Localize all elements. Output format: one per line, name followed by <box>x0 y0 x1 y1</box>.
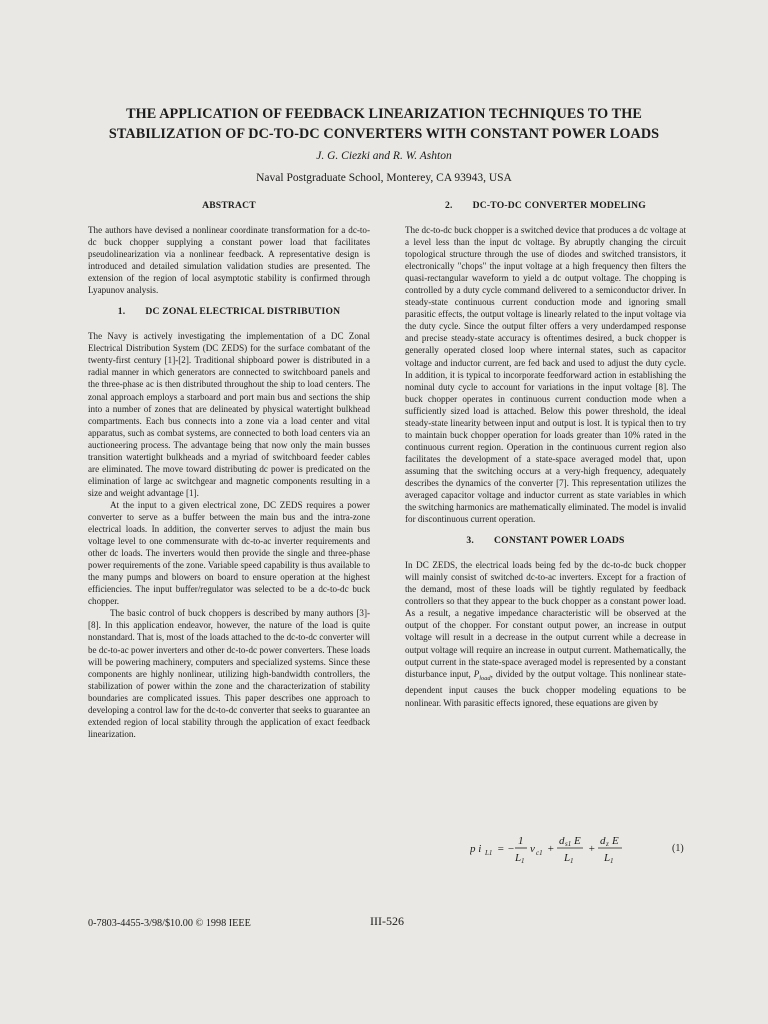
page-number: III-526 <box>370 914 404 928</box>
equation-number: (1) <box>672 843 684 854</box>
section-2-title: DC-TO-DC CONVERTER MODELING <box>472 200 646 211</box>
abstract-text: The authors have devised a nonlinear coordinate transformation for a dc-to-dc buck chopper supplying a constant power load that facilitates pseudolinearization via a nonlinear feedback. A representative design is introduced and detailed simulation validation studies are presented. The extension of the region of local asymptotic stability is confirmed through Lyapunov analysis. <box>88 225 370 296</box>
section-3-number: 3. <box>466 535 475 547</box>
svg-text:1: 1 <box>570 857 574 865</box>
paragraph: The basic control of buck choppers is described by many authors [3]-[8]. In this application endeavor, however, the nature of the load is quite nonstandard. That is, most of the loads attached to the dc-to-dc converter will be dc-to-ac power inverters and other dc-to-dc power converters. These loads will be powering machinery, computers and specialized systems. Since these components are highly nonlinear, utilizing high-bandwidth controllers, the stabilization of power within the zone and the characterization of stability boundaries are complicated issues. This paper describes one approach to developing a control law for the dc-to-dc converter that seeks to guarantee an extended region of local stability through the application of exact feedback linearization. <box>88 608 370 739</box>
svg-text:p i: p i <box>470 843 482 855</box>
paragraph: The dc-to-dc buck chopper is a switched device that produces a dc voltage at a level less than the input dc voltage. By abruptly changing the circuit topological structure through the use of diodes and switched transistors, it electronically "chops" the input voltage at a high frequency then filters the quasi-rectangular waveform to yield a dc output voltage. The chopping is controlled by a duty cycle command delivered to a semiconductor driver. In steady-state continuous current conduction mode and ignoring small parasitic effects, the output voltage is linearly related to the input voltage via the duty cycle. Since the output filter offers a very underdamped response and precise steady-state accuracy is oftentimes desired, a buck chopper is generally operated closed loop where internal states, such as capacitor voltage and inductor current, are fed back and used to adjust the duty cycle. In addition, it is typical to incorporate feedforward action in establishing the nominal duty cycle to account for variations in the input voltage [8]. The buck chopper operates in continuous current conduction mode when a sufficiently sized load is attached. Below this power threshold, the ideal steady-state linearity between input and output is lost. It is typical then to try to maintain buck chopper operation for loads greater than 10% rated in the continuous current region. Operation in the continuous current region also facilitates the development of a state-space averaged model that, upon assuming that the switching occurs at a very-high frequency, adequately describes the dynamics of the converter [7]. This representation utilizes the averaged capacitor voltage and inductor current as state variables in which the switching harmonics are mathematically eliminated. The model is invalid for discontinuous current operation. <box>405 225 686 525</box>
authors: J. G. Ciezki and R. W. Ashton <box>316 150 452 162</box>
abstract-heading: ABSTRACT <box>202 200 256 211</box>
section-2-number: 2. <box>445 200 453 211</box>
svg-text:E: E <box>574 835 581 847</box>
paragraph: The Navy is actively investigating the implementation of a DC Zonal Electrical Distribution System (DC ZEDS) for the surface combatant of the twenty-first century [1]-[2]. Traditional shipboard power is distributed in a radial manner in which generators are connected to switchboard panels and the three-phase ac is then distributed throughout the ship to load centers. The zonal approach employs a starboard and port main bus and sections the ship into a number of zones that are delineated by physical watertight bulkhead compartments. Each bus connects into a zone via a load center and vital apparatus, such as combat systems, are connected to both load centers via an auctioneering process. The advantage being that now only the main busses transition watertight bulkheads and a myriad of switchboard feeder cables are eliminated. The move toward distributing dc power is predicated on the elimination of large ac switchgear and magnetic components resulting in a size and weight advantage [1]. <box>88 331 370 498</box>
paper-title <box>60 104 708 144</box>
section-1-heading <box>88 306 370 318</box>
section-3-heading <box>405 535 686 547</box>
paragraph: In DC ZEDS, the electrical loads being fed by the dc-to-dc buck chopper will mainly consist of switched dc-to-ac inverters. Except for a fraction of the demand, most of these loads will be tightly regulated by feedback controllers so that they appear to the buck chopper as a constant power load. As a result, a negative impedance characteristic will be observed at the output of the chopper. For constant output power, an increase in output voltage will result in a decrease in the output current while a decrease in output voltage will require an increase in output current. Mathematically, the output current in the state-space averaged model is represented by a constant disturbance input, $P_{load}$, divided by the output voltage. This nonlinear state-dependent input causes the buck chopper modeling equations to be nonlinear. With parasitic effects ignored, these equations are given by <box>405 560 686 708</box>
section-2-heading <box>405 200 686 212</box>
section-1-number: 1. <box>117 306 126 318</box>
section-3-title: CONSTANT POWER LOADS <box>494 535 625 547</box>
svg-text:L: L <box>564 852 571 864</box>
svg-text:v: v <box>530 843 535 855</box>
svg-text:s1: s1 <box>565 840 572 848</box>
right-column <box>405 200 686 709</box>
svg-text:= −: = − <box>497 843 515 855</box>
copyright-notice: 0-7803-4455-3/98/$10.00 © 1998 IEEE <box>88 918 251 929</box>
title-line-2: STABILIZATION OF DC-TO-DC CONVERTERS WITH CONSTANT POWER LOADS <box>108 126 660 142</box>
svg-text:1: 1 <box>610 857 614 865</box>
left-column <box>88 200 370 740</box>
svg-text:L: L <box>515 852 522 864</box>
title-line-1: THE APPLICATION OF FEEDBACK LINEARIZATION TECHNIQUES TO THE <box>126 106 642 122</box>
svg-text:E: E <box>612 835 619 847</box>
equation-1 <box>470 832 688 872</box>
svg-text:L1: L1 <box>485 849 493 857</box>
svg-text:d: d <box>559 835 565 847</box>
svg-text:+: + <box>588 843 596 855</box>
svg-text:d: d <box>600 835 606 847</box>
svg-text:L: L <box>604 852 611 864</box>
paragraph: At the input to a given electrical zone, DC ZEDS requires a power converter to serve as a buffer between the main bus and the intra-zone electrical loads. In addition, the converter serves to adjust the main bus voltage level to one commensurate with dc-to-ac inverter requirements and other dc loads. The inverters would then provide the single and three-phase power requirements of the zone. Variable speed capability is thus available to the many pumps and blowers on board to ensure operation at the highest efficiencies. The input buffer/regulator was selected to be a dc-to-dc buck chopper. <box>88 499 370 607</box>
svg-text:+: + <box>547 843 555 855</box>
affiliation: Naval Postgraduate School, Monterey, CA 93943, USA <box>256 172 512 184</box>
svg-text:z: z <box>606 840 609 848</box>
svg-text:1: 1 <box>518 835 524 847</box>
svg-text:1: 1 <box>521 857 525 865</box>
section-1-title: DC ZONAL ELECTRICAL DISTRIBUTION <box>145 306 341 318</box>
p-load-symbol: $P_{load}$ <box>473 668 491 682</box>
svg-text:c1: c1 <box>536 849 543 857</box>
